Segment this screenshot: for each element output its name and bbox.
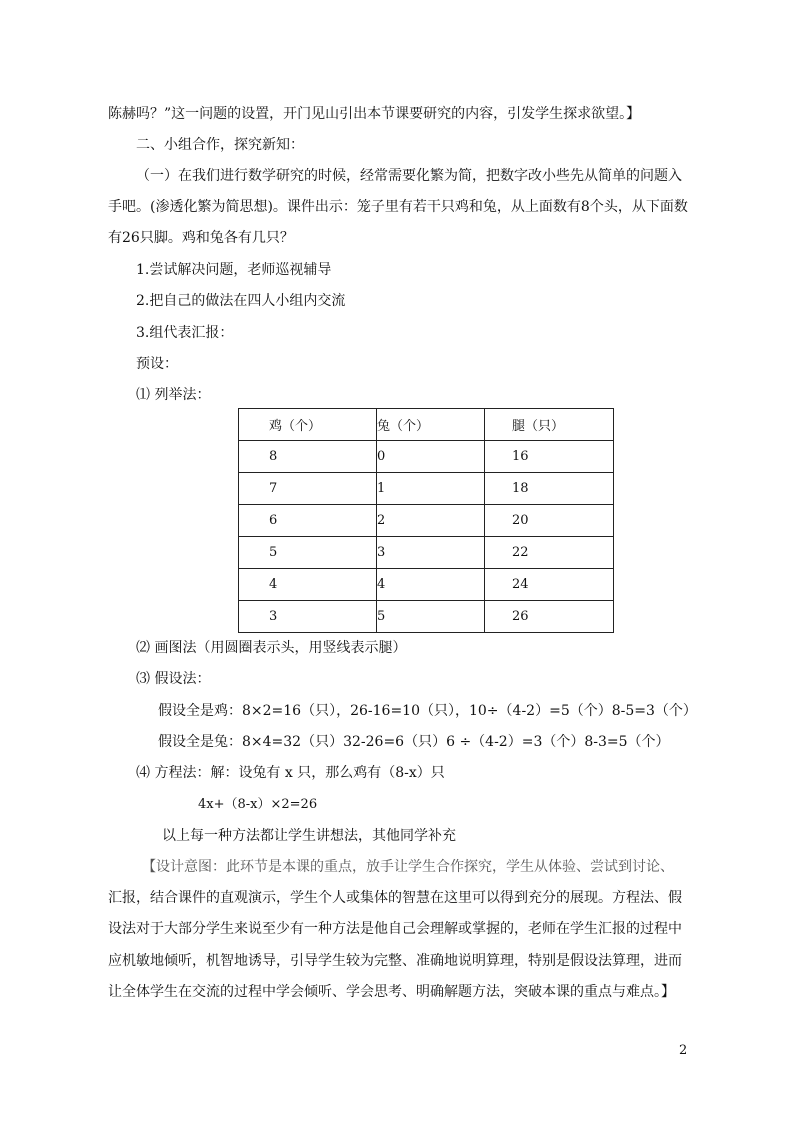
method-enumeration: ⑴ 列举法：: [136, 387, 211, 403]
cell-chicken: 6: [239, 505, 377, 537]
cell-chicken: 5: [239, 537, 377, 569]
cell-rabbit: 5: [377, 601, 485, 633]
intro-end: 陈赫吗？”这一问题的设置，开门见山引出本节课要研究的内容，引发学生探求欲望。】: [108, 106, 641, 122]
equation-line: 4x+（8-x）×2=26: [198, 797, 318, 812]
design-intent-line-2: 汇报，结合课件的直观演示，学生个人或集体的智慧在这里可以得到充分的展现。方程法、假: [108, 890, 682, 906]
table-row: [239, 537, 614, 569]
cell-legs: 16: [485, 441, 614, 473]
method-equation: ⑷ 方程法：解：设兔有 x 只，那么鸡有（8-x）只: [136, 765, 445, 781]
part-one-line-1: （一）在我们进行数学研究的时候，经常需要化繁为简，把数字改小些先从简单的问题入: [136, 168, 682, 184]
design-intent-line-5: 让全体学生在交流的过程中学会倾听、学会思考、明确解题方法，突破本课的重点与难点。】: [108, 984, 675, 1000]
part-one-line-2: 手吧。(渗透化繁为简思想)。课件出示：笼子里有若干只鸡和兔，从上面数有8个头，从下面数: [108, 199, 688, 215]
table-header-row: [239, 409, 614, 441]
cell-rabbit: 0: [377, 441, 485, 473]
design-intent-line-3: 设法对于大部分学生来说至少有一种方法是他自己会理解或掌握的，老师在学生汇报的过程中: [108, 921, 682, 937]
table-row: [239, 505, 614, 537]
header-rabbit: 兔（个）: [377, 409, 485, 441]
cell-legs: 18: [485, 473, 614, 505]
preset-label: 预设：: [136, 356, 178, 372]
cell-rabbit: 2: [377, 505, 485, 537]
cell-rabbit: 1: [377, 473, 485, 505]
assume-all-chicken: 假设全是鸡：8×2=16（只），26-16=10（只），10÷（4-2）=5（个）8-5=3（个）: [158, 703, 697, 719]
cell-chicken: 7: [239, 473, 377, 505]
table-row: [239, 441, 614, 473]
cell-legs: 20: [485, 505, 614, 537]
step-3: 3.组代表汇报：: [136, 325, 234, 341]
header-legs: 腿（只）: [485, 409, 614, 441]
part-one-line-3: 有26只脚。鸡和兔各有几只？: [108, 230, 294, 246]
table-row: [239, 473, 614, 505]
method-assumption: ⑶ 假设法：: [136, 671, 211, 687]
summary-line: 以上每一种方法都让学生讲想法，其他同学补充: [162, 828, 456, 844]
cell-legs: 24: [485, 569, 614, 601]
design-intent-line-4: 应机敏地倾听，机智地诱导，引导学生较为完整、准确地说明算理，特别是假设法算理，进而: [108, 953, 682, 969]
table-row: [239, 601, 614, 633]
cell-rabbit: 4: [377, 569, 485, 601]
cell-legs: 22: [485, 537, 614, 569]
step-1: 1.尝试解决问题，老师巡视辅导: [136, 262, 332, 278]
method-drawing: ⑵ 画图法（用圆圈表示头，用竖线表示腿）: [136, 640, 407, 656]
table-row: [239, 569, 614, 601]
section-two-heading: 二、小组合作，探究新知：: [136, 137, 304, 153]
step-2: 2.把自己的做法在四人小组内交流: [136, 293, 346, 309]
cell-legs: 26: [485, 601, 614, 633]
cell-rabbit: 3: [377, 537, 485, 569]
cell-chicken: 4: [239, 569, 377, 601]
assume-all-rabbit: 假设全是兔：8×4=32（只）32-26=6（只）6 ÷（4-2）=3（个）8-3=5（个）: [158, 734, 670, 750]
page-number: 2: [679, 1043, 688, 1058]
cell-chicken: 8: [239, 441, 377, 473]
enumeration-table: [238, 408, 614, 633]
design-intent-text: 【设计意图：此环节是本课的重点，放手让学生合作探究，学生从体验、尝试到讨论、: [142, 859, 674, 875]
design-intent-line-1: [142, 857, 674, 877]
header-chicken: 鸡（个）: [239, 409, 377, 441]
cell-chicken: 3: [239, 601, 377, 633]
